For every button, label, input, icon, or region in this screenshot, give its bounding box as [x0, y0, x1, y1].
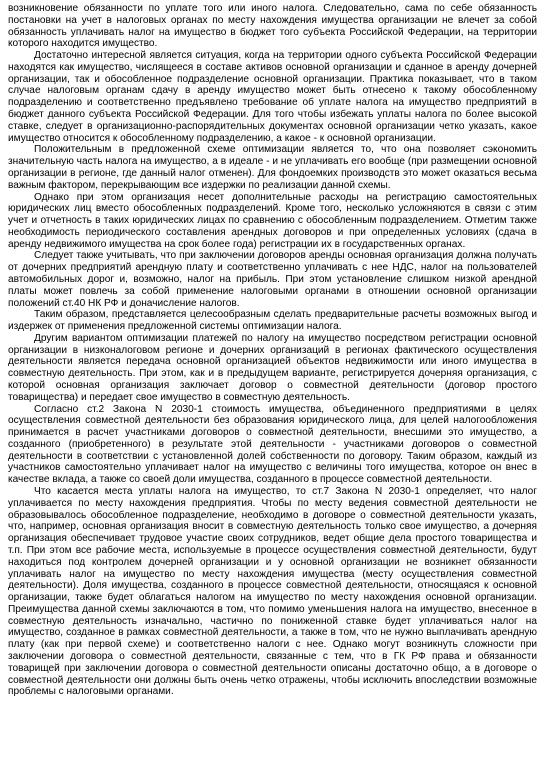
paragraph: Таким образом, представляется целесообразным сделать предварительные расчеты возможных выгод и издержек от применения предложенной системы оптимизации налога.: [8, 309, 537, 333]
paragraph: Другим вариантом оптимизации платежей по налогу на имущество посредством регистрации основной организации в низконалоговом регионе и дочерних организаций в регионах фактического осуществления деятельности является передача основной организацией объектов недвижимости или иного имущества в совместную деятельность. При этом, как и в предыдущем варианте, регистрируется дочерняя организация, с которой основная организация заключает договор о совместной деятельности (договор простого товарищества) и передает свое имущество в совместную деятельность.: [8, 332, 537, 403]
paragraph: Достаточно интересной является ситуация, когда на территории одного субъекта Российской Федерации находятся как имущество, числящееся в составе активов основной организации и сданное в аренду дочерней организации, так и обособленное подразделение основной организации. Практика показывает, что в таком случае налоговым органам сдачу в аренду имущество может быть отнесено к такому обособленному подразделению и соответственно предъявлено требование об уплате налога на имущество предприятий в бюджет данного субъекта Российской Федерации. Для того чтобы избежать уплаты налога по более высокой ставке, следует в организационно-распорядительных документах основной организации четко указать, какое имущество относится к обособленному подразделению, а какое - к основной организации.: [8, 50, 537, 144]
paragraph: Однако при этом организация несет дополнительные расходы на регистрацию самостоятельных юридических лиц вместо обособленных подразделений. Кроме того, несколько усложняются в связи с этим учет и отчетность в таких юридических лицах по сравнению с обособленным подразделением. Отметим также необходимость периодического составления арендных договоров и при определенных условиях (сдача в аренду недвижимого имущества на срок более года) регистрации их в государственных органах.: [8, 191, 537, 250]
paragraph: Положительным в предложенной схеме оптимизации является то, что она позволяет сэкономить значительную часть налога на имущество, а в идеале - и не уплачивать его вообще (при размещении основной организации в регионе, где данный налог отменен). Для фондоемких производств это может оказаться весьма важным фактором, перекрывающим все издержки по реализации данной схемы.: [8, 144, 537, 191]
paragraph: Что касается места уплаты налога на имущество, то ст.7 Закона N 2030-1 определяет, что налог уплачивается по месту нахождения предприятия. Чтобы по месту ведения совместной деятельности не образовывалось обособленное подразделение, необходимо в договоре о совместной деятельности указать, что, например, основная организация вносит в совместную деятельность только свое имущество, а дочерняя организация обеспечивает трудовое участие своих сотрудников, ведет общие дела простого товарищества и т.п. При этом все рабочие места, используемые в процессе осуществления совместной деятельности, будут находиться под контролем дочерней организации и у основной организации не возникнет обязанности уплачивать налог на имущество по месту нахождения имущества (месту осуществления совместной деятельности). Доля имущества, созданного в процессе совместной деятельности, относящаяся к основной организации, также будет облагаться налогом на имущество по месту нахождения основной организации. Преимущества данной схемы заключаются в том, что помимо уменьшения налога на имущество, внесенное в совместную деятельность изначально, частично по пониженной ставке будет уплачиваться налог на имущество, созданное в рамках совместной деятельности, а также в том, что не нужно выплачивать арендную плату (как при первой схеме) и соответственно налоги с нее. Однако могут возникнуть сложности при заключении договора о совместной деятельности, связанные с тем, что в ГК РФ права и обязанности товарищей при заключении договора о совместной деятельности описаны достаточно общо, а в договоре о совместной деятельности они должны быть очень четко отражены, чтобы исключить впоследствии возможные проблемы с налоговыми органами.: [8, 486, 537, 698]
paragraph-continuation: возникновение обязанности по уплате того или иного налога. Следовательно, сама по себе обязанность постановки на учет в налоговых органах по месту нахождения имущества организации не влечет за собой обязанность уплачивать налог на имущество в бюджет того субъекта Российской Федерации, на территории которого находится имущество.: [8, 3, 537, 50]
paragraph: Следует также учитывать, что при заключении договоров аренды основная организация должна получать от дочерних предприятий арендную плату и соответственно уплачивать с нее НДС, налог на пользователей автомобильных дорог и, возможно, налог на прибыль. При этом установление слишком низкой арендной платы может повлечь за собой применение налоговыми органами в отношении основной организации положений ст.40 НК РФ и доначисление налогов.: [8, 250, 537, 309]
paragraph: Согласно ст.2 Закона N 2030-1 стоимость имущества, объединенного предприятиями в целях осуществления совместной деятельности без образования юридического лица, для целей налогообложения принимается в расчет участниками договоров о совместной деятельности, внесшими это имущество, а созданного (приобретенного) в результате этой деятельности - участниками договоров о совместной деятельности в соответствии с установленной долей собственности по договору. Таким образом, каждый из участников самостоятельно уплачивает налог на имущество с величины того имущества, которое он внес в качестве вклада, а также со своей доли имущества, созданного в процессе совместной деятельности.: [8, 403, 537, 486]
